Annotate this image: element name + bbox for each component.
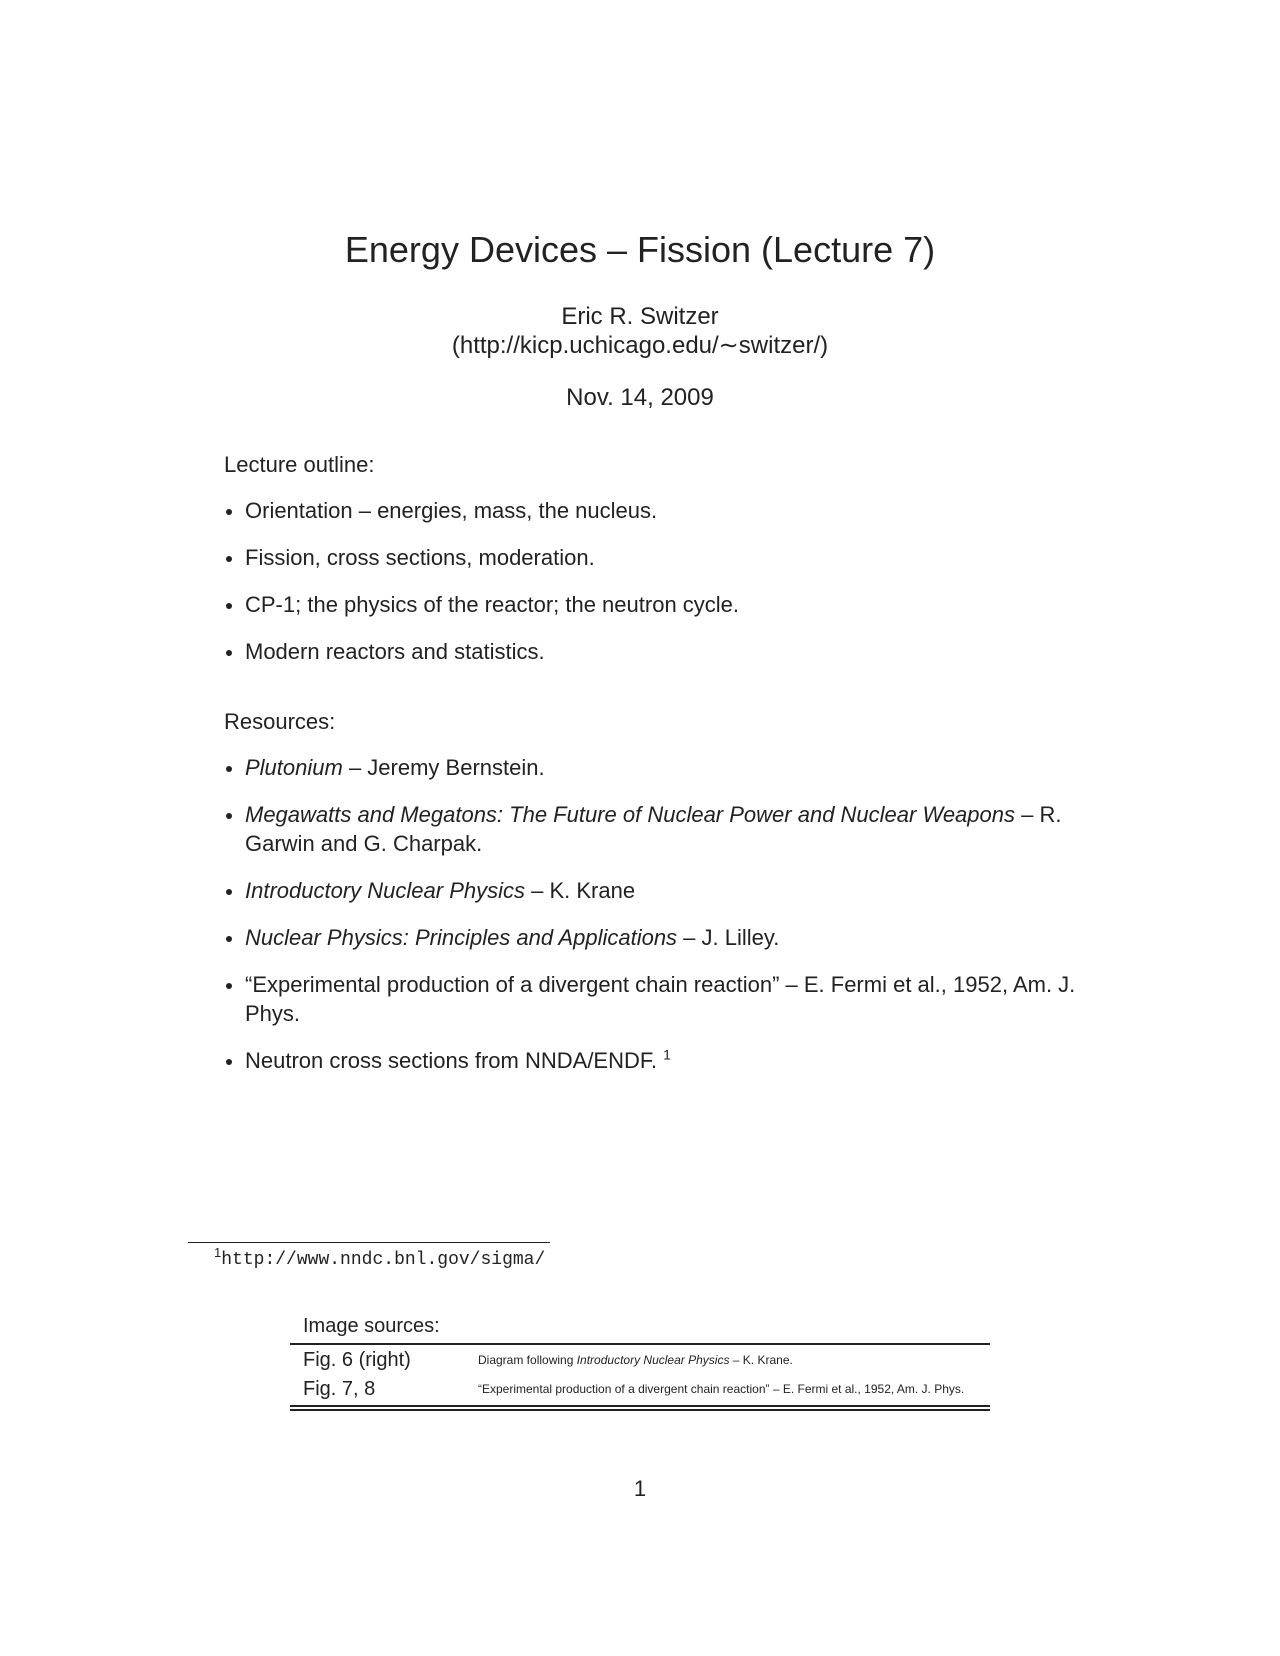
figure-label: Fig. 7, 8 <box>303 1377 376 1400</box>
image-sources-table <box>290 1313 990 1411</box>
footnote-divider <box>188 1242 550 1243</box>
list-item: Modern reactors and statistics. <box>224 637 1100 666</box>
list-item: Introductory Nuclear Physics – K. Krane <box>224 876 1100 905</box>
table-row <box>290 1345 990 1374</box>
list-item: CP-1; the physics of the reactor; the neutron cycle. <box>224 590 1100 619</box>
book-title: Megawatts and Megatons: The Future of Nuclear Power and Nuclear Weapons <box>245 802 1015 827</box>
book-title: Introductory Nuclear Physics <box>245 878 525 903</box>
resources-list <box>224 753 1100 1075</box>
outline-list <box>224 496 1100 666</box>
list-item: Plutonium – Jeremy Bernstein. <box>224 753 1100 782</box>
list-item: “Experimental production of a divergent chain reaction” – E. Fermi et al., 1952, Am. J. Phys. <box>224 970 1100 1028</box>
footnote-url[interactable]: http://www.nndc.bnl.gov/sigma/ <box>221 1250 546 1270</box>
book-title: Plutonium <box>245 755 343 780</box>
page-title: Energy Devices – Fission (Lecture 7) <box>344 229 936 270</box>
author-name: Eric R. Switzer <box>561 303 719 330</box>
author-url: (http://kicp.uchicago.edu/∼switzer/) <box>451 332 829 359</box>
resources-heading: Resources: <box>224 709 336 734</box>
list-item: Megawatts and Megatons: The Future of Nuclear Power and Nuclear Weapons – R. Garwin and G. Charpak. <box>224 800 1100 858</box>
figure-label: Fig. 6 (right) <box>303 1348 411 1371</box>
table-rule <box>290 1409 990 1411</box>
footnote-mark: 1 <box>214 1245 222 1260</box>
footnote <box>214 1245 546 1272</box>
table-row <box>290 1374 990 1403</box>
page-number: 1 <box>633 1476 647 1501</box>
lecture-date: Nov. 14, 2009 <box>566 384 714 411</box>
footnote-reference[interactable]: 1 <box>663 1046 671 1063</box>
outline-heading: Lecture outline: <box>224 452 375 477</box>
list-item: Neutron cross sections from NNDA/ENDF. $^1$ <box>224 1046 1100 1075</box>
list-item: Fission, cross sections, moderation. <box>224 543 1100 572</box>
list-item: Orientation – energies, mass, the nucleus. <box>224 496 1100 525</box>
image-sources-caption: Image sources: <box>303 1315 440 1337</box>
table-rule <box>290 1405 990 1407</box>
figure-source: “Experimental production of a divergent chain reaction” – E. Fermi et al., 1952, Am. J. Phys. <box>478 1381 965 1396</box>
list-item: Nuclear Physics: Principles and Applications – J. Lilley. <box>224 923 1100 952</box>
figure-source: Diagram following Introductory Nuclear Physics – K. Krane. <box>478 1352 793 1367</box>
book-title: Nuclear Physics: Principles and Applications <box>245 925 678 950</box>
